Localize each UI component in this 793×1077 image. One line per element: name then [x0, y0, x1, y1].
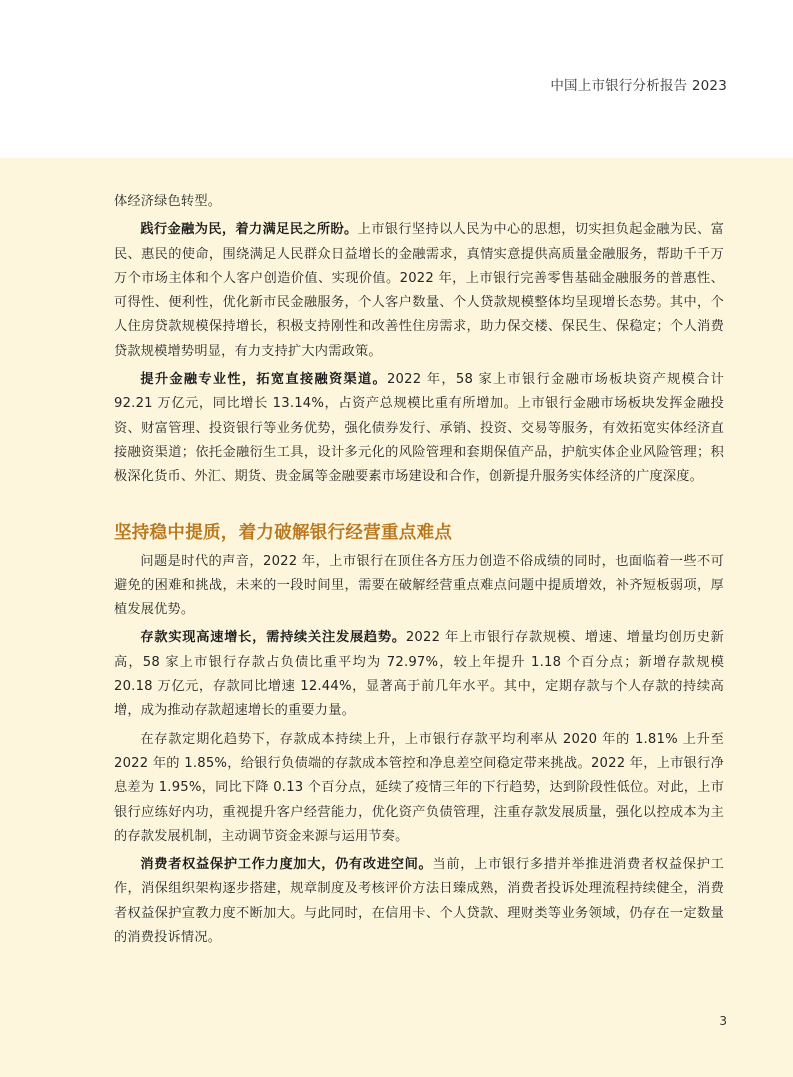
report-title: 中国上市银行分析报告 2023 [550, 78, 727, 94]
paragraph-text: 上市银行坚持以人民为中心的思想，切实担负起金融为民、富民、惠民的使命，围绕满足人民群众日益增长的金融需求，真情实意提供高质量金融服务，帮助千千万万个市场主体和个人客户创造价值、实现价值。2022 年，上市银行完善零售基础金融服务的普惠性、可得性、便利性，优化新市民金融服务，个人客户数量、个人贷款规模整体均呈现增长态势。其中，个人住房贷款规模保持增长，积极支持刚性和改善性住房需求，助力保交楼、保民生、保稳定；个人消费贷款规模增势明显，有力支持扩大内需政策。 [114, 222, 724, 359]
paragraph-text: 当前，上市银行多措并举推进消费者权益保护工作，消保组织架构逐步搭建，规章制度及考核评价方法日臻成熟，消费者投诉处理流程持续健全，消费者权益保护宣教力度不断加大。与此同时，在信用卡、个人贷款、理财类等业务领域，仍存在一定数量的消费投诉情况。 [114, 857, 724, 946]
page-header [0, 0, 793, 158]
paragraph-lead: 践行金融为民，着力满足民之所盼。 [140, 222, 358, 238]
section-heading: 坚持稳中提质，着力破解银行经营重点难点 [114, 522, 453, 543]
paragraph-financial-markets [114, 368, 724, 489]
paragraph-text: 2022 年，58 家上市银行金融市场板块资产规模合计 92.21 万亿元，同比增长 13.14%，占资产总规模比重有所增加。上市银行金融市场板块发挥金融投资、财富管理、投资银行等业务优势，强化债券发行、承销、投资、交易等服务，有效拓宽实体经济直接融资渠道；依托金融衍生工具，设计多元化的风险管理和套期保值产品，护航实体企业风险管理；积极深化货币、外汇、期货、贵金属等金融要素市场建设和合作，创新提升服务实体经济的广度深度。 [114, 372, 724, 485]
page-body [114, 190, 724, 954]
paragraph-consumer-protection [114, 853, 724, 950]
paragraph-text: 2022 年上市银行存款规模、增速、增量均创历史新高，58 家上市银行存款占负债比重平均为 72.97%，较上年提升 1.18 个百分点；新增存款规模 20.18 万亿元，存款同比增速 12.44%，显著高于前几年水平。其中，定期存款与个人存款的持续高增，成为推动存款超速增长的重要力量。 [114, 630, 724, 719]
paragraph-lead: 存款实现高速增长，需持续关注发展趋势。 [140, 630, 406, 646]
paragraph-deposit-costs: 在存款定期化趋势下，存款成本持续上升，上市银行存款平均利率从 2020 年的 1.81% 上升至 2022 年的 1.85%，给银行负债端的存款成本管控和净息差空间稳定带来挑战。2022 年，上市银行净息差为 1.95%，同比下降 0.13 个百分点，延续了疫情三年的下行趋势，达到阶段性低位。对此，上市银行应练好内功，重视提升客户经营能力，优化资产负债管理，注重存款发展质量，强化以控成本为主的存款发展机制，主动调节资金来源与运用节奏。 [114, 731, 724, 844]
paragraph-deposits [114, 626, 724, 723]
page-number: 3 [719, 1014, 727, 1028]
paragraph-challenges: 问题是时代的声音，2022 年，上市银行在顶住各方压力创造不俗成绩的同时，也面临着一些不可避免的困难和挑战，未来的一段时间里，需要在破解经营重点难点问题中提质增效，补齐短板弱项，厚植发展优势。 [114, 553, 724, 618]
paragraph-lead: 消费者权益保护工作力度加大，仍有改进空间。 [140, 857, 433, 873]
paragraph-lead: 提升金融专业性，拓宽直接融资渠道。 [140, 372, 387, 388]
paragraph-continuation: 体经济绿色转型。 [114, 194, 222, 209]
paragraph-inclusive-finance [114, 218, 724, 364]
